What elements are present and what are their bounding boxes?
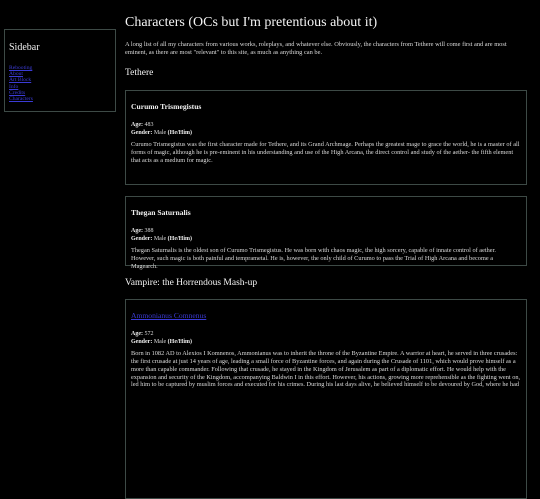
- character-age: Age: 483: [131, 122, 154, 128]
- sidebar-link-art-block[interactable]: Art Block: [9, 77, 32, 84]
- sidebar: [4, 29, 116, 112]
- sidebar-title: Sidebar: [9, 42, 40, 53]
- character-age: Age: 388: [131, 228, 154, 234]
- sidebar-link-credits[interactable]: Credits: [9, 89, 26, 96]
- character-name: [131, 311, 521, 320]
- character-age: Age: 572: [131, 331, 154, 337]
- character-bio: Born in 1082 AD to Alexios I Komnenos, Ammonianus was to inherit the throne of the Byzantine Empire. A warrior at heart, he served in three crusades: the first crusade at just 14 years of age, leading a small force of Byzantine forces, and again during the Crusade of 1101, which would prove himself as a more than capable commander. Following that crusade, he stayed in the Kingdom of Jerusalem as part of a diplomatic effort. He would help with the expansion and security of the Kingdom, accompanying Baldwin I in this effort. However, his actions, growing more reprehensible as the fighting went on, led him to be captured by muslim forces and executed for his crimes. During his last days alive, he believed himself to be devoured by God, where he had: [131, 350, 521, 389]
- section-title-tethere: Tethere: [125, 68, 154, 78]
- sidebar-link-characters[interactable]: Characters: [9, 96, 33, 103]
- page-intro: A long list of all my characters from various works, roleplays, and whatever else. Obviously, the characters from Tethere will come first and are most eminent, as there are most "relevant" to this site, as much as anything can be.: [125, 41, 507, 56]
- character-gender: Gender: Male (He/Him): [131, 129, 192, 136]
- section-title-vampire: Vampire: the Horrendous Mash-up: [125, 278, 258, 288]
- sidebar-nav: [9, 65, 111, 102]
- sidebar-link-rebooting[interactable]: Rebooting: [9, 65, 33, 71]
- character-card-curumo: [125, 90, 527, 185]
- character-bio: Curumo Trismegistus was the first character made for Tethere, and its Grand Archmage. Perhaps the greatest mage to grace the world, he is a master of all forms of magic, although he is pre-eminent in his understanding and use of the High Arcana, the direct control and study of the aether- the fifth element that acts as a medium for magic.: [131, 141, 520, 164]
- main-content: [125, 14, 527, 499]
- character-name: Curumo Trismegistus: [131, 102, 202, 111]
- character-gender: Gender: Male (He/Him): [131, 338, 192, 345]
- character-name-link[interactable]: Ammonianus Comnenus: [131, 311, 207, 320]
- character-gender: Gender: Male (He/Him): [131, 235, 192, 242]
- character-card-ammonianus: [125, 299, 527, 499]
- page-title: Characters (OCs but I'm pretentious about it): [125, 15, 378, 30]
- character-card-thegan: [125, 196, 527, 270]
- sidebar-link-info[interactable]: Info: [9, 83, 19, 90]
- character-bio: Thegan Saturnalis is the oldest son of Curumo Trismegistus. He was born with chaos magic, the high sorcery, capable of innate control of aether. However, such magic is both painful and temprametal. He is, however, the only child of Curumo to pass the Trial of High Arcana and become a Magearch.: [131, 247, 496, 270]
- sidebar-link-about[interactable]: About: [9, 71, 23, 78]
- character-name: Thegan Saturnalis: [131, 208, 191, 217]
